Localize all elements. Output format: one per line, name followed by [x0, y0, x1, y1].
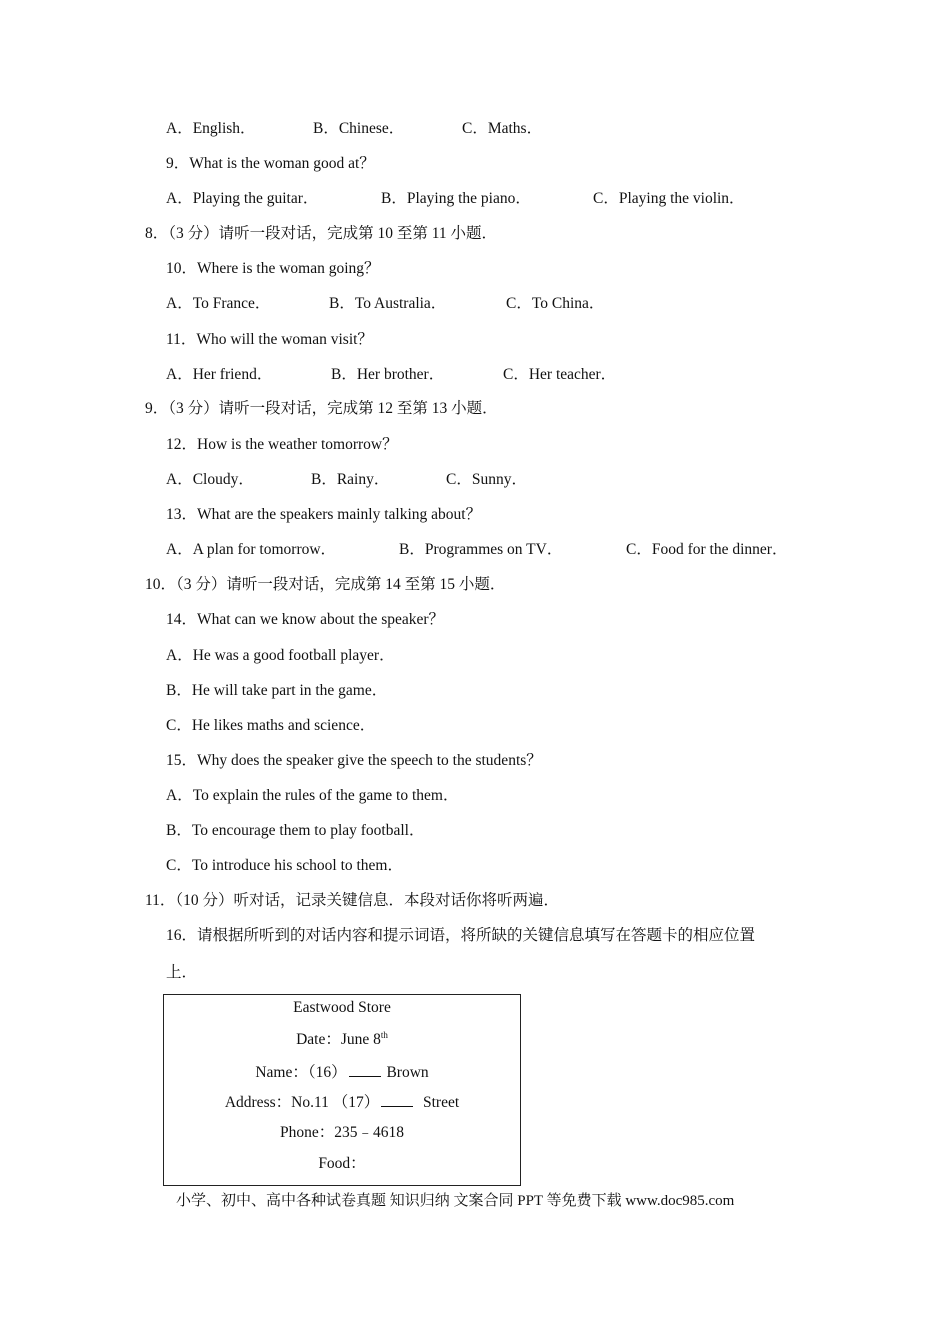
- q16-instruction-cont: 上．: [166, 964, 198, 981]
- q10-option-a: A．To France．: [166, 295, 271, 312]
- q8-option-b: B．Chinese．: [313, 120, 405, 137]
- q11-option-a: A．Her friend．: [166, 366, 273, 383]
- q12-option-c: C．Sunny．: [446, 471, 527, 488]
- q9-option-b: B．Playing the piano．: [381, 190, 531, 207]
- q8-option-c: C．Maths．: [462, 120, 543, 137]
- q13-question: 13．What are the speakers mainly talking about？: [166, 506, 482, 523]
- form-title: Eastwood Store: [293, 999, 391, 1016]
- q15-question: 15．Why does the speaker give the speech to the students？: [166, 752, 542, 769]
- form-address-row: [164, 1092, 520, 1113]
- q12-option-b: B．Rainy．: [311, 471, 390, 488]
- q15-option-b: B．To encourage them to play football．: [166, 822, 425, 839]
- q13-option-b: B．Programmes on TV．: [399, 541, 563, 558]
- form-address-suffix: Street: [423, 1094, 460, 1111]
- form-date-sup: th: [380, 1029, 388, 1040]
- name-blank: [349, 1062, 381, 1077]
- q8-option-a: A．English．: [166, 120, 256, 137]
- address-blank: [381, 1092, 413, 1107]
- info-form-box: [163, 994, 521, 1186]
- q16-instruction: 16．请根据所听到的对话内容和提示词语，将所缺的关键信息填写在答题卡的相应位置: [166, 927, 756, 944]
- form-name-row: [164, 1062, 520, 1083]
- form-date-label: Date：June 8: [296, 1031, 381, 1048]
- q11-option-b: B．Her brother．: [331, 366, 445, 383]
- section-8-heading: 8．（3 分）请听一段对话，完成第 10 至第 11 小题．: [145, 225, 498, 242]
- q12-question: 12．How is the weather tomorrow？: [166, 436, 398, 453]
- q14-option-c: C．He likes maths and science．: [166, 717, 376, 734]
- section-10-heading: 10．（3 分）请听一段对话，完成第 14 至第 15 小题．: [145, 576, 506, 593]
- q9-option-c: C．Playing the violin．: [593, 190, 745, 207]
- form-name-label: Name：（16）: [255, 1064, 347, 1081]
- form-name-suffix: Brown: [386, 1064, 429, 1081]
- form-phone: Phone：235﹣4618: [279, 1124, 404, 1141]
- form-date: [164, 1030, 520, 1050]
- q11-option-c: C．Her teacher．: [503, 366, 617, 383]
- form-address-label: Address：No.11 （17）: [224, 1094, 380, 1111]
- q14-question: 14．What can we know about the speaker？: [166, 611, 445, 628]
- q10-option-c: C．To China．: [506, 295, 605, 312]
- form-food: Food：: [318, 1155, 366, 1172]
- q9-question: 9．What is the woman good at？: [166, 155, 375, 172]
- q13-option-a: A．A plan for tomorrow．: [166, 541, 337, 558]
- q12-option-a: A．Cloudy．: [166, 471, 254, 488]
- q13-option-c: C．Food for the dinner．: [626, 541, 788, 558]
- q10-option-b: B．To Australia．: [329, 295, 447, 312]
- q15-option-a: A．To explain the rules of the game to them．: [166, 787, 459, 804]
- section-9-heading: 9．（3 分）请听一段对话，完成第 12 至第 13 小题．: [145, 400, 498, 417]
- q11-question: 11．Who will the woman visit？: [166, 331, 373, 348]
- q14-option-a: A．He was a good football player．: [166, 647, 395, 664]
- page-footer: 小学、初中、高中各种试卷真题 知识归纳 文案合同 PPT 等免费下载 www.doc985.com: [176, 1193, 735, 1209]
- q9-option-a: A．Playing the guitar．: [166, 190, 319, 207]
- section-11-heading: 11．（10 分）听对话，记录关键信息．本段对话你将听两遍．: [145, 892, 560, 909]
- q10-question: 10．Where is the woman going？: [166, 260, 380, 277]
- q14-option-b: B．He will take part in the game．: [166, 682, 388, 699]
- q15-option-c: C．To introduce his school to them．: [166, 857, 403, 874]
